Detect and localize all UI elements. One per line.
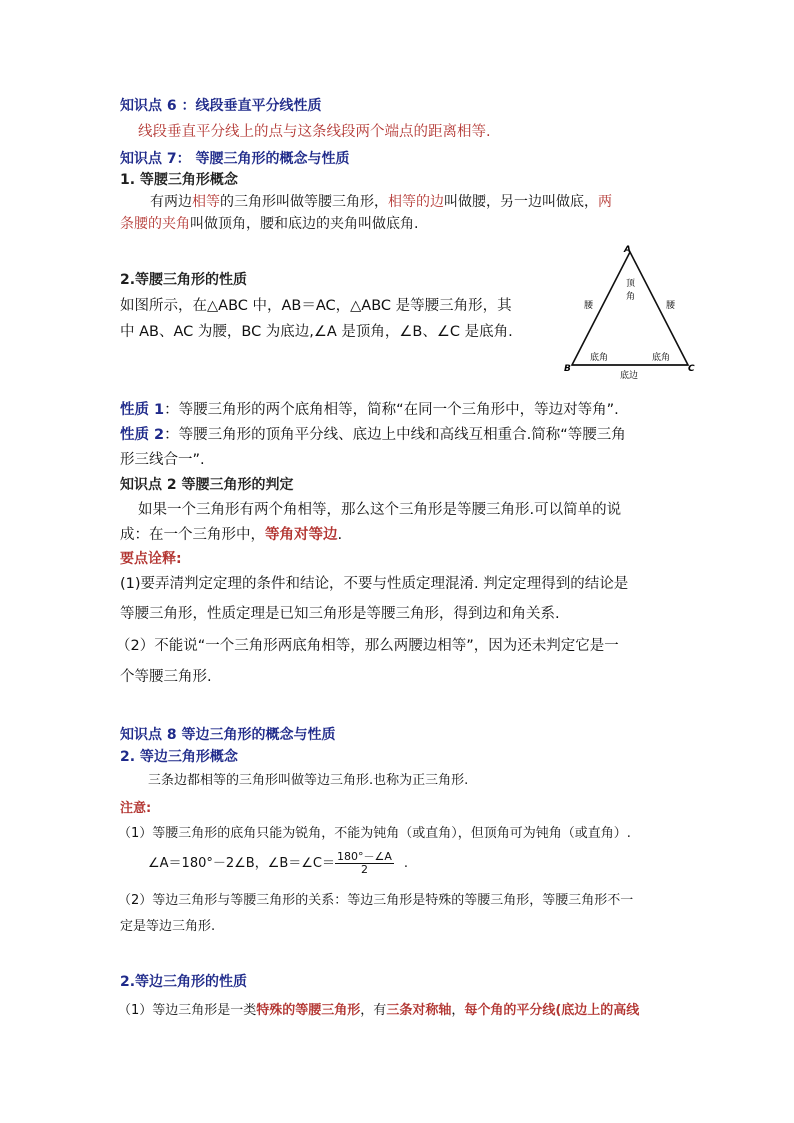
k8-s2-text: 三条边都相等的三角形叫做等边三角形.也称为正三角形. — [148, 773, 469, 788]
k7-s1-d: 相等的边 — [388, 194, 444, 210]
formula-fraction — [335, 851, 394, 876]
k7-s1-line1 — [150, 193, 612, 211]
k7-s1-e: 叫做腰，另一边叫做底， — [444, 194, 598, 210]
k2-n2a: （2）不能说“一个三角形两底角相等，那么两腰边相等”，因为还未判定它是一 — [116, 638, 619, 654]
right-base-angle-label: 底角 — [652, 353, 671, 363]
prop2-text: ：等腰三角形的顶角平分线、底边上中线和高线互相重合.简称“等腰三角 — [164, 427, 626, 443]
prop2-label: 性质 2 — [120, 427, 165, 443]
k7-s1-c: 的三角形叫做等腰三角形， — [220, 194, 388, 210]
k8-title: 知识点 8 等边三角形的概念与性质 — [120, 727, 336, 743]
vertex-b-label: B — [564, 364, 571, 374]
k7-prop2-cont: 形三线合一”. — [120, 452, 205, 468]
k8-p1f: 每个角的平分线(底边上的高线 — [464, 1003, 640, 1018]
prop1-label: 性质 1 — [120, 402, 165, 418]
k8-n2b: 定是等边三角形. — [120, 919, 216, 934]
left-base-angle-label: 底角 — [590, 353, 609, 363]
k8-p-title: 2.等边三角形的性质 — [120, 974, 248, 990]
k2-note-title: 要点诠释: — [120, 551, 182, 567]
k7-s1-b: 相等 — [192, 194, 220, 210]
k7-s2-p2: 中 AB、AC 为腰，BC 为底边,∠A 是顶角，∠B、∠C 是底角. — [120, 324, 513, 340]
k8-note-title: 注意: — [120, 801, 152, 816]
k8-n2a: （2）等边三角形与等腰三角形的关系：等边三角形是特殊的等腰三角形，等腰三角形不一 — [118, 893, 634, 908]
formula-numerator: 180°－∠A — [337, 850, 392, 863]
k7-title: 知识点 7： 等腰三角形的概念与性质 — [120, 151, 350, 167]
k7-s1-f: 两 — [598, 194, 612, 210]
k8-p1c: ，有 — [360, 1003, 387, 1018]
k7-s1-a: 有两边 — [150, 194, 192, 210]
formula-denominator: 2 — [360, 863, 368, 876]
prop1-text: ：等腰三角形的两个底角相等，简称“在同一个三角形中，等边对等角”. — [164, 402, 619, 418]
k7-s1-h: 叫做顶角，腰和底边的夹角叫做底角. — [190, 216, 419, 232]
k2-p1: 如果一个三角形有两个角相等，那么这个三角形是等腰三角形.可以简单的说 — [138, 502, 622, 518]
k2-n1b: 等腰三角形，性质定理是已知三角形是等腰三角形，得到边和角关系. — [120, 606, 560, 622]
k2-p2a: 成：在一个三角形中， — [120, 527, 265, 543]
k8-n1: （1）等腰三角形的底角只能为锐角，不能为钝角（或直角），但顶角可为钝角（或直角）. — [118, 826, 631, 841]
k2-n1a: (1)要弄清判定定理的条件和结论，不要与性质定理混淆. 判定定理得到的结论是 — [120, 576, 629, 592]
left-leg-label: 腰 — [584, 301, 594, 311]
k7-prop1 — [120, 401, 619, 419]
k8-p1b: 特殊的等腰三角形 — [256, 1003, 361, 1018]
vertex-a-label: A — [624, 245, 631, 255]
k7-s1-line2 — [120, 215, 418, 233]
k6-title: 知识点 6 ：线段垂直平分线性质 — [120, 98, 322, 114]
k8-p1a: （1）等边三角形是一类 — [118, 1003, 257, 1018]
k2-n2b: 个等腰三角形. — [120, 669, 212, 685]
k2-p2b: 等角对等边 — [265, 527, 338, 543]
apex-angle-label-1: 顶 — [626, 279, 636, 289]
k2-p2 — [120, 526, 342, 544]
k7-prop2 — [120, 426, 626, 444]
apex-angle-label-2: 角 — [626, 292, 636, 302]
k7-s1-g: 条腰的夹角 — [120, 216, 190, 232]
right-leg-label: 腰 — [666, 301, 676, 311]
formula-end: . — [403, 856, 409, 871]
k6-text: 线段垂直平分线上的点与这条线段两个端点的距离相等. — [138, 124, 491, 140]
k7-s2-title: 2.等腰三角形的性质 — [120, 272, 248, 288]
k2-p2c: . — [337, 527, 343, 543]
k8-formula — [148, 851, 408, 876]
k8-p1 — [118, 1002, 639, 1020]
isosceles-triangle-figure — [560, 240, 700, 380]
base-label: 底边 — [620, 371, 639, 380]
k7-s1-title: 1. 等腰三角形概念 — [120, 172, 238, 188]
k8-p1e: ， — [451, 1003, 465, 1018]
k8-s2-title: 2. 等边三角形概念 — [120, 749, 238, 765]
k2-title: 知识点 2 等腰三角形的判定 — [120, 477, 294, 493]
vertex-c-label: C — [688, 364, 695, 374]
k7-s2-p1: 如图所示，在△ABC 中，AB＝AC，△ABC 是等腰三角形，其 — [120, 298, 512, 314]
formula-a: ∠A＝180°－2∠B，∠B＝∠C＝ — [148, 856, 336, 871]
k8-p1d: 三条对称轴 — [386, 1003, 452, 1018]
